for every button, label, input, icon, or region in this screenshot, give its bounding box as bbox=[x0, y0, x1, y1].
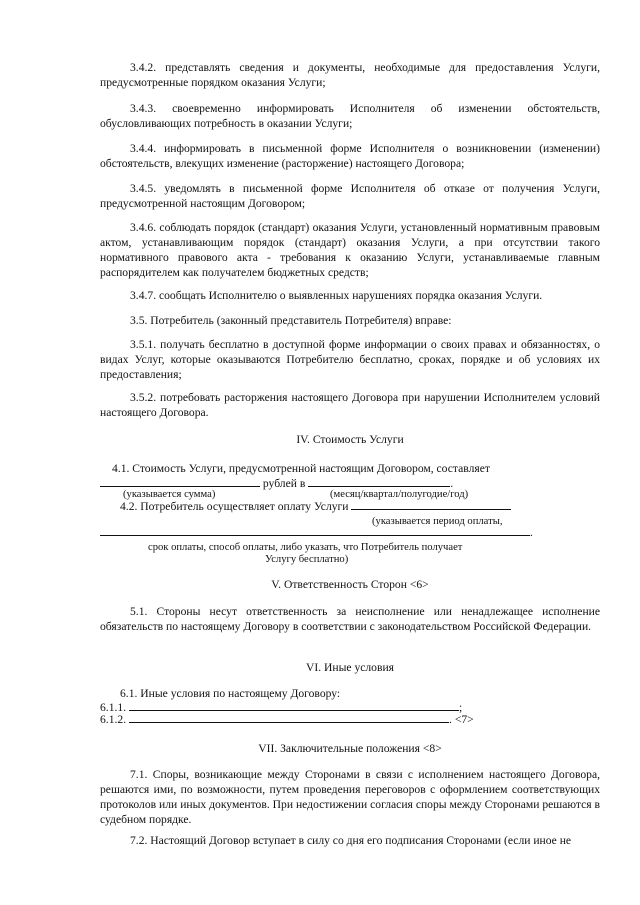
hint-sum: (указывается сумма) bbox=[123, 489, 216, 500]
clause-text: 3.4.5. уведомлять в письменной форме Исполнителя об отказе от получения Услуги, предусмотренной настоящим Договором; bbox=[100, 182, 600, 210]
clause-text: 3.4.6. соблюдать порядок (стандарт) оказания Услуги, установленный нормативным правовым актом, устанавливающим порядок (стандарт) оказания Услуги, а при отсутствии такого нормативного правового акта - требования к оказанию Услуги, устанавливаемые главным распорядителем как получателем бюджетных средств; bbox=[100, 221, 600, 279]
clause-6-1: 6.1. Иные условия по настоящему Договору: bbox=[120, 687, 341, 700]
sum-blank[interactable] bbox=[100, 475, 260, 487]
payment-blank-2[interactable] bbox=[100, 524, 530, 536]
clause-text: 4.2. Потребитель осуществляет оплату Услуги bbox=[120, 500, 349, 513]
clause-3-4-6 bbox=[100, 220, 600, 280]
clause-text: 7.2. Настоящий Договор вступает в силу со дня его подписания Сторонами (если иное не bbox=[130, 834, 572, 847]
clause-3-5-2 bbox=[100, 390, 600, 420]
clause-number: 6.1.2. bbox=[100, 713, 127, 726]
section-6-heading: VI. Иные условия bbox=[306, 661, 394, 674]
clause-text: 3.4.4. информировать в письменной форме Исполнителя о возникновении (изменении) обстоятельств, влекущих изменение (расторжение) настоящего Договора; bbox=[100, 142, 600, 170]
dot: . bbox=[530, 526, 533, 539]
clause-3-5 bbox=[100, 313, 600, 328]
clause-3-4-5 bbox=[100, 181, 600, 211]
clause-6-1-2 bbox=[100, 711, 474, 727]
section-4-heading: IV. Стоимость Услуги bbox=[296, 433, 404, 446]
clause-3-4-7 bbox=[100, 288, 600, 303]
clause-text: 3.5.2. потребовать расторжения настоящего Договора при нарушении Исполнителем условий настоящего Договора. bbox=[100, 391, 600, 419]
clause-text: 3.4.2. представлять сведения и документы, необходимые для предоставления Услуги, предусмотренные порядком оказания Услуги; bbox=[100, 61, 600, 89]
period-blank[interactable] bbox=[308, 475, 450, 487]
clause-7-2 bbox=[100, 833, 600, 848]
rubles-label: рублей в bbox=[262, 477, 306, 490]
clause-3-5-1 bbox=[100, 337, 600, 382]
condition-blank-2[interactable] bbox=[129, 711, 449, 723]
payment-line-2 bbox=[100, 524, 533, 540]
payment-blank[interactable] bbox=[351, 498, 511, 510]
clause-text: 7.1. Споры, возникающие между Сторонами в связи с исполнением настоящего Договора, решаются ими, по возможности, путем проведения переговоров с оформлением соответствующих протоколов или иных документов. При недостижении согласия споры между Сторонами решаются в судебном порядке. bbox=[100, 768, 600, 826]
section-7-heading: VII. Заключительные положения <8> bbox=[258, 742, 442, 755]
clause-text: 3.5.1. получать бесплатно в доступной форме информации о своих правах и обязанностях, о видах Услуг, которые оказываются Потребителю бесплатно, сроках, порядке и об условиях их предоставления; bbox=[100, 338, 600, 381]
dot: . bbox=[449, 713, 452, 726]
clause-text: 5.1. Стороны несут ответственность за неисполнение или ненадлежащее исполнение обязательств по настоящему Договору в соответствии с законодательством Российской Федерации. bbox=[100, 605, 600, 633]
hint-payment-2: срок оплаты, способ оплаты, либо указать, что Потребитель получает bbox=[148, 542, 463, 553]
semicolon: ; bbox=[459, 701, 463, 714]
clause-text: 3.4.3. своевременно информировать Исполнителя об изменении обстоятельств, обусловливающих потребность в оказании Услуги; bbox=[100, 102, 600, 130]
clause-3-4-2 bbox=[100, 60, 600, 90]
clause-3-4-4 bbox=[100, 141, 600, 171]
hint-payment-1: (указывается период оплаты, bbox=[372, 516, 503, 527]
clause-7-1 bbox=[100, 767, 600, 827]
clause-number: 6.1.1. bbox=[100, 701, 127, 714]
section-5-heading: V. Ответственность Сторон <6> bbox=[271, 578, 429, 591]
footnote-ref: <7> bbox=[454, 713, 474, 726]
condition-blank-1[interactable] bbox=[129, 699, 459, 711]
clause-3-4-3 bbox=[100, 101, 600, 131]
clause-4-1: 4.1. Стоимость Услуги, предусмотренной настоящим Договором, составляет bbox=[112, 462, 490, 475]
clause-5-1 bbox=[100, 604, 600, 634]
hint-payment-3: Услугу бесплатно) bbox=[265, 554, 349, 565]
clause-text: 3.4.7. сообщать Исполнителю о выявленных нарушениях порядка оказания Услуги. bbox=[130, 289, 543, 302]
period-dot: . bbox=[450, 477, 454, 490]
clause-text: 3.5. Потребитель (законный представитель Потребителя) вправе: bbox=[130, 314, 452, 327]
hint-period: (месяц/квартал/полугодие/год) bbox=[330, 489, 469, 500]
clause-4-2 bbox=[120, 498, 511, 514]
